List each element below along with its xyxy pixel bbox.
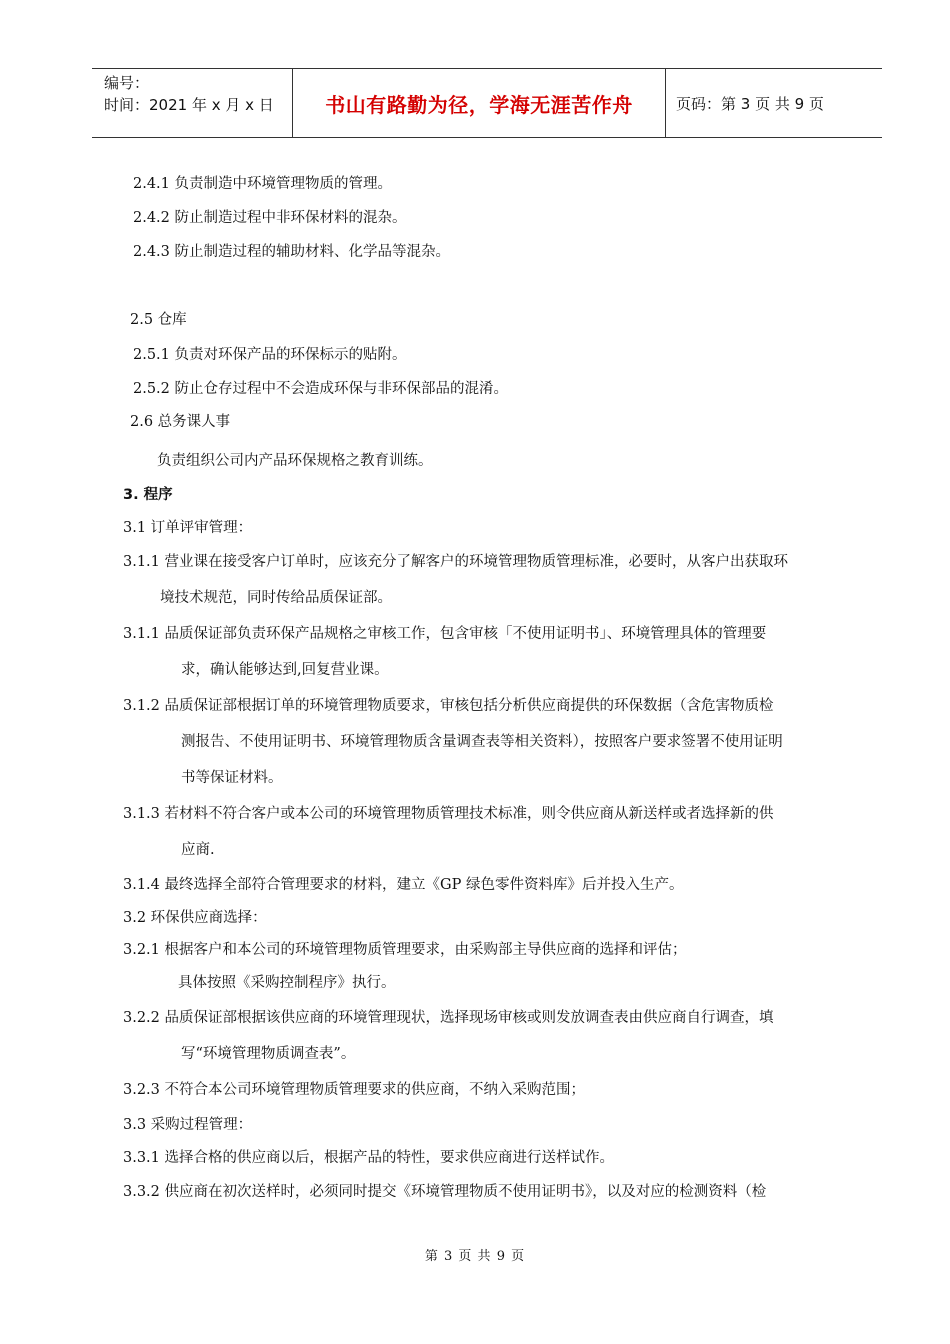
text-line: 3.1.1 品质保证部负责环保产品规格之审核工作，包含审核「不使用证明书」、环境管理具体的管理要 [123,626,767,642]
section-heading: 2.6 总务课人事 [130,414,231,430]
page-header [92,68,882,138]
text-line: 具体按照《采购控制程序》执行。 [178,975,396,991]
text-line: 3.1.4 最终选择全部符合管理要求的材料，建立《GP 绿色零件资料库》后并投入生产。 [123,877,684,893]
text-line: 3.1.3 若材料不符合客户或本公司的环境管理物质管理技术标准，则令供应商从新送样或者选择新的供 [123,806,774,822]
section-heading: 2.5 仓库 [130,312,187,328]
text-line: 书等保证材料。 [181,770,283,786]
header-page-label: 页码：第 3 页 共 9 页 [676,94,824,113]
page-footer: 第 3 页 共 9 页 [424,1249,526,1264]
text-line: 应商. [181,842,215,858]
text-line: 2.4.3 防止制造过程的辅助材料、化学品等混杂。 [133,244,451,260]
text-line: 2.4.1 负责制造中环境管理物质的管理。 [133,176,393,192]
section-heading: 3.1 订单评审管理： [123,520,253,536]
header-meta [92,69,293,137]
text-line: 写“环境管理物质调查表”。 [181,1046,356,1062]
text-line: 3.3.2 供应商在初次送样时，必须同时提交《环境管理物质不使用证明书》，以及对应的检测资料（检 [123,1184,767,1200]
text-line: 测报告、不使用证明书、环境管理物质含量调查表等相关资料），按照客户要求签署不使用证明 [181,734,783,750]
header-motto: 书山有路勤为径，学海无涯苦作舟 [293,69,666,137]
text-line: 2.5.1 负责对环保产品的环保标示的贴附。 [133,347,407,363]
text-line: 求，确认能够达到,回复营业课。 [181,662,389,678]
section-heading: 3.2 环保供应商选择： [123,910,267,926]
number-label: 编号： [104,74,150,92]
text-line: 3.1.2 品质保证部根据订单的环境管理物质要求，审核包括分析供应商提供的环保数据（含危害物质检 [123,698,774,714]
text-line: 2.4.2 防止制造过程中非环保材料的混杂。 [133,210,407,226]
text-line: 3.2.3 不符合本公司环境管理物质管理要求的供应商，不纳入采购范围； [123,1082,586,1098]
text-line: 3.3.1 选择合格的供应商以后，根据产品的特性，要求供应商进行送样试作。 [123,1150,615,1166]
text-line: 3.2.2 品质保证部根据该供应商的环境管理现状，选择现场审核或则发放调查表由供应商自行调查，填 [123,1010,774,1026]
section-heading: 3. 程序 [123,487,173,503]
text-line: 2.5.2 防止仓存过程中不会造成环保与非环保部品的混淆。 [133,381,509,397]
text-line: 境技术规范，同时传给品质保证部。 [160,590,392,606]
time-label: 时间：2021 年 x 月 x 日 [104,96,274,114]
text-line: 3.2.1 根据客户和本公司的环境管理物质管理要求，由采购部主导供应商的选择和评估； [123,942,687,958]
text-line: 3.1.1 营业课在接受客户订单时，应该充分了解客户的环境管理物质管理标准，必要时，从客户出获取环 [123,554,788,570]
text-line: 负责组织公司内产品环保规格之教育训练。 [157,453,433,469]
section-heading: 3.3 采购过程管理： [123,1117,253,1133]
